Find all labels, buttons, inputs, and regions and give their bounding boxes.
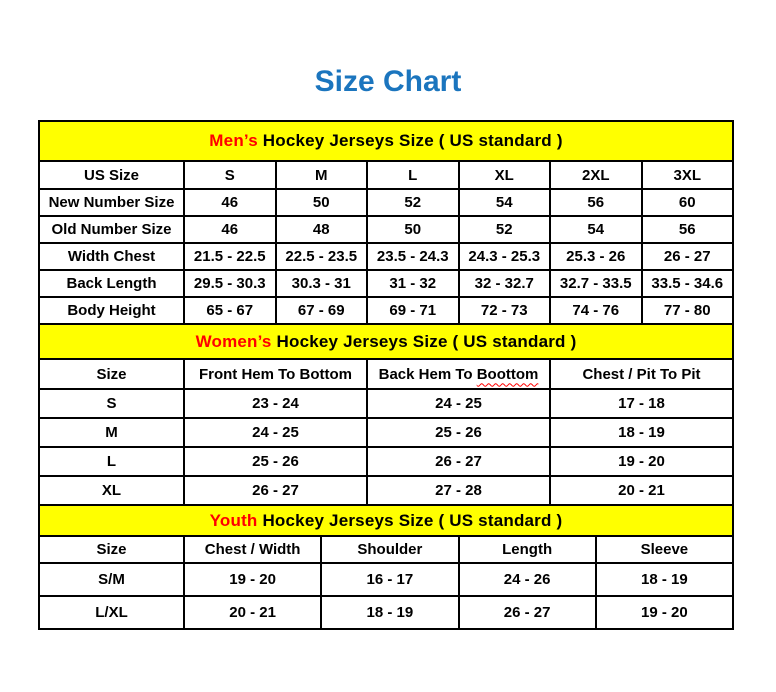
table-cell: 52 xyxy=(459,216,551,243)
column-header: Front Hem To Bottom xyxy=(184,359,367,389)
column-header: Shoulder xyxy=(321,536,458,563)
youth-section-highlight: Youth xyxy=(209,510,258,530)
table-cell: 25 - 26 xyxy=(367,418,550,447)
column-header-row xyxy=(39,536,733,563)
table-cell: 48 xyxy=(276,216,368,243)
row-header: S xyxy=(39,389,184,418)
table-cell: 72 - 73 xyxy=(459,297,551,324)
youth-section-title: Hockey Jerseys Size ( US standard ) xyxy=(257,510,563,530)
column-header: Size xyxy=(39,536,184,563)
row-header: S/M xyxy=(39,563,184,596)
table-row xyxy=(39,216,733,243)
table-row xyxy=(39,596,733,629)
table-cell: 30.3 - 31 xyxy=(276,270,368,297)
table-cell: 67 - 69 xyxy=(276,297,368,324)
table-cell: 46 xyxy=(184,216,276,243)
table-cell: 22.5 - 23.5 xyxy=(276,243,368,270)
row-header: M xyxy=(39,418,184,447)
table-cell: 19 - 20 xyxy=(596,596,733,629)
column-header: L xyxy=(367,161,459,189)
table-cell: 26 - 27 xyxy=(184,476,367,505)
mens-section-title: Hockey Jerseys Size ( US standard ) xyxy=(257,131,563,150)
table-row xyxy=(39,447,733,476)
table-cell: 50 xyxy=(276,189,368,216)
table-cell: 29.5 - 30.3 xyxy=(184,270,276,297)
table-cell: 54 xyxy=(550,216,642,243)
row-header: Width Chest xyxy=(39,243,184,270)
table-cell: 17 - 18 xyxy=(550,389,733,418)
table-cell: 18 - 19 xyxy=(596,563,733,596)
column-header: Back Hem To Boottom xyxy=(367,359,550,389)
table-row xyxy=(39,243,733,270)
table-cell: 60 xyxy=(642,189,734,216)
table-cell: 24.3 - 25.3 xyxy=(459,243,551,270)
misspelled-word: Boottom xyxy=(476,365,539,383)
table-cell: 32 - 32.7 xyxy=(459,270,551,297)
womens-section-header xyxy=(39,324,733,359)
column-header: Size xyxy=(39,359,184,389)
page-title: Size Chart xyxy=(314,65,462,98)
womens-section-highlight: Women’s xyxy=(195,331,272,351)
table-cell: 26 - 27 xyxy=(367,447,550,476)
table-row xyxy=(39,389,733,418)
womens-size-table xyxy=(38,323,734,506)
column-header: S xyxy=(184,161,276,189)
table-cell: 16 - 17 xyxy=(321,563,458,596)
table-cell: 32.7 - 33.5 xyxy=(550,270,642,297)
size-chart-container xyxy=(38,120,734,630)
row-header: Back Length xyxy=(39,270,184,297)
table-cell: 33.5 - 34.6 xyxy=(642,270,734,297)
youth-section-header xyxy=(39,505,733,536)
table-cell: 20 - 21 xyxy=(184,596,321,629)
youth-size-table xyxy=(38,504,734,630)
womens-section-header-row xyxy=(39,324,733,359)
column-header: 2XL xyxy=(550,161,642,189)
table-row xyxy=(39,563,733,596)
table-cell: 69 - 71 xyxy=(367,297,459,324)
row-header: XL xyxy=(39,476,184,505)
table-cell: 24 - 25 xyxy=(367,389,550,418)
table-row xyxy=(39,476,733,505)
column-header: Chest / Pit To Pit xyxy=(550,359,733,389)
mens-section-highlight: Men’s xyxy=(209,131,258,150)
table-cell: 18 - 19 xyxy=(550,418,733,447)
table-cell: 21.5 - 22.5 xyxy=(184,243,276,270)
row-header: Body Height xyxy=(39,297,184,324)
column-header: Chest / Width xyxy=(184,536,321,563)
table-cell: 46 xyxy=(184,189,276,216)
table-cell: 77 - 80 xyxy=(642,297,734,324)
row-header: New Number Size xyxy=(39,189,184,216)
table-cell: 27 - 28 xyxy=(367,476,550,505)
table-cell: 56 xyxy=(550,189,642,216)
row-header: Old Number Size xyxy=(39,216,184,243)
table-cell: 52 xyxy=(367,189,459,216)
table-cell: 54 xyxy=(459,189,551,216)
column-header: Length xyxy=(459,536,596,563)
column-header: 3XL xyxy=(642,161,734,189)
column-header: XL xyxy=(459,161,551,189)
table-cell: 20 - 21 xyxy=(550,476,733,505)
table-cell: 19 - 20 xyxy=(550,447,733,476)
table-cell: 74 - 76 xyxy=(550,297,642,324)
mens-size-table xyxy=(38,120,734,325)
womens-section-title: Hockey Jerseys Size ( US standard ) xyxy=(271,331,577,351)
table-row xyxy=(39,189,733,216)
table-cell: 56 xyxy=(642,216,734,243)
table-cell: 23 - 24 xyxy=(184,389,367,418)
table-cell: 24 - 25 xyxy=(184,418,367,447)
table-row xyxy=(39,418,733,447)
youth-section-header-row xyxy=(39,505,733,536)
column-header: US Size xyxy=(39,161,184,189)
table-cell: 31 - 32 xyxy=(367,270,459,297)
table-cell: 18 - 19 xyxy=(321,596,458,629)
table-cell: 25.3 - 26 xyxy=(550,243,642,270)
row-header: L xyxy=(39,447,184,476)
table-cell: 24 - 26 xyxy=(459,563,596,596)
table-row xyxy=(39,270,733,297)
mens-section-header xyxy=(39,121,733,161)
table-cell: 50 xyxy=(367,216,459,243)
table-cell: 26 - 27 xyxy=(642,243,734,270)
column-header: M xyxy=(276,161,368,189)
table-cell: 23.5 - 24.3 xyxy=(367,243,459,270)
row-header: L/XL xyxy=(39,596,184,629)
table-cell: 65 - 67 xyxy=(184,297,276,324)
table-cell: 19 - 20 xyxy=(184,563,321,596)
table-row xyxy=(39,297,733,324)
column-header: Sleeve xyxy=(596,536,733,563)
column-header-row xyxy=(39,359,733,389)
mens-section-header-row xyxy=(39,121,733,161)
table-cell: 25 - 26 xyxy=(184,447,367,476)
table-cell: 26 - 27 xyxy=(459,596,596,629)
column-header-row xyxy=(39,161,733,189)
